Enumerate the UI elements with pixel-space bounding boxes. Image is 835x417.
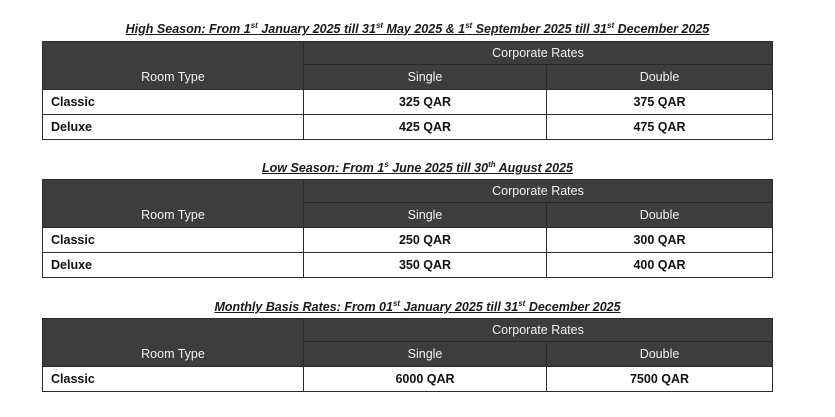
table-row <box>43 228 773 253</box>
high-season-heading: High Season: From 1st January 2025 till 31st May 2025 & 1st September 2025 till 31st December 2025 <box>125 20 710 36</box>
single-rate: 425 QAR <box>304 115 547 140</box>
room-name: Deluxe <box>43 115 304 140</box>
room-type-header: Room Type <box>43 42 304 90</box>
double-rate: 475 QAR <box>547 115 773 140</box>
double-header: Double <box>547 65 773 90</box>
room-type-header: Room Type <box>43 180 304 228</box>
double-rate: 7500 QAR <box>547 367 773 392</box>
table-row <box>43 115 773 140</box>
room-name: Classic <box>43 367 304 392</box>
single-header: Single <box>304 65 547 90</box>
corporate-rates-header: Corporate Rates <box>304 180 773 203</box>
corporate-rates-header: Corporate Rates <box>304 319 773 342</box>
table-row <box>43 90 773 115</box>
monthly-basis-heading: Monthly Basis Rates: From 01st January 2025 till 31st December 2025 <box>214 298 621 314</box>
double-header: Double <box>547 342 773 367</box>
room-name: Classic <box>43 90 304 115</box>
single-header: Single <box>304 203 547 228</box>
double-rate: 400 QAR <box>547 253 773 278</box>
single-header: Single <box>304 342 547 367</box>
single-rate: 350 QAR <box>304 253 547 278</box>
low-season-heading: Low Season: From 1$^s$ June 2025 till 30th August 2025 <box>262 159 573 175</box>
table-row <box>43 367 773 392</box>
low-season-rates-table <box>42 179 773 278</box>
table-row <box>43 253 773 278</box>
monthly-basis-rates-table <box>42 318 773 392</box>
single-rate: 6000 QAR <box>304 367 547 392</box>
room-type-header: Room Type <box>43 319 304 367</box>
double-rate: 300 QAR <box>547 228 773 253</box>
room-name: Classic <box>43 228 304 253</box>
corporate-rates-header: Corporate Rates <box>304 42 773 65</box>
double-header: Double <box>547 203 773 228</box>
single-rate: 250 QAR <box>304 228 547 253</box>
high-season-rates-table <box>42 41 773 140</box>
double-rate: 375 QAR <box>547 90 773 115</box>
room-name: Deluxe <box>43 253 304 278</box>
single-rate: 325 QAR <box>304 90 547 115</box>
